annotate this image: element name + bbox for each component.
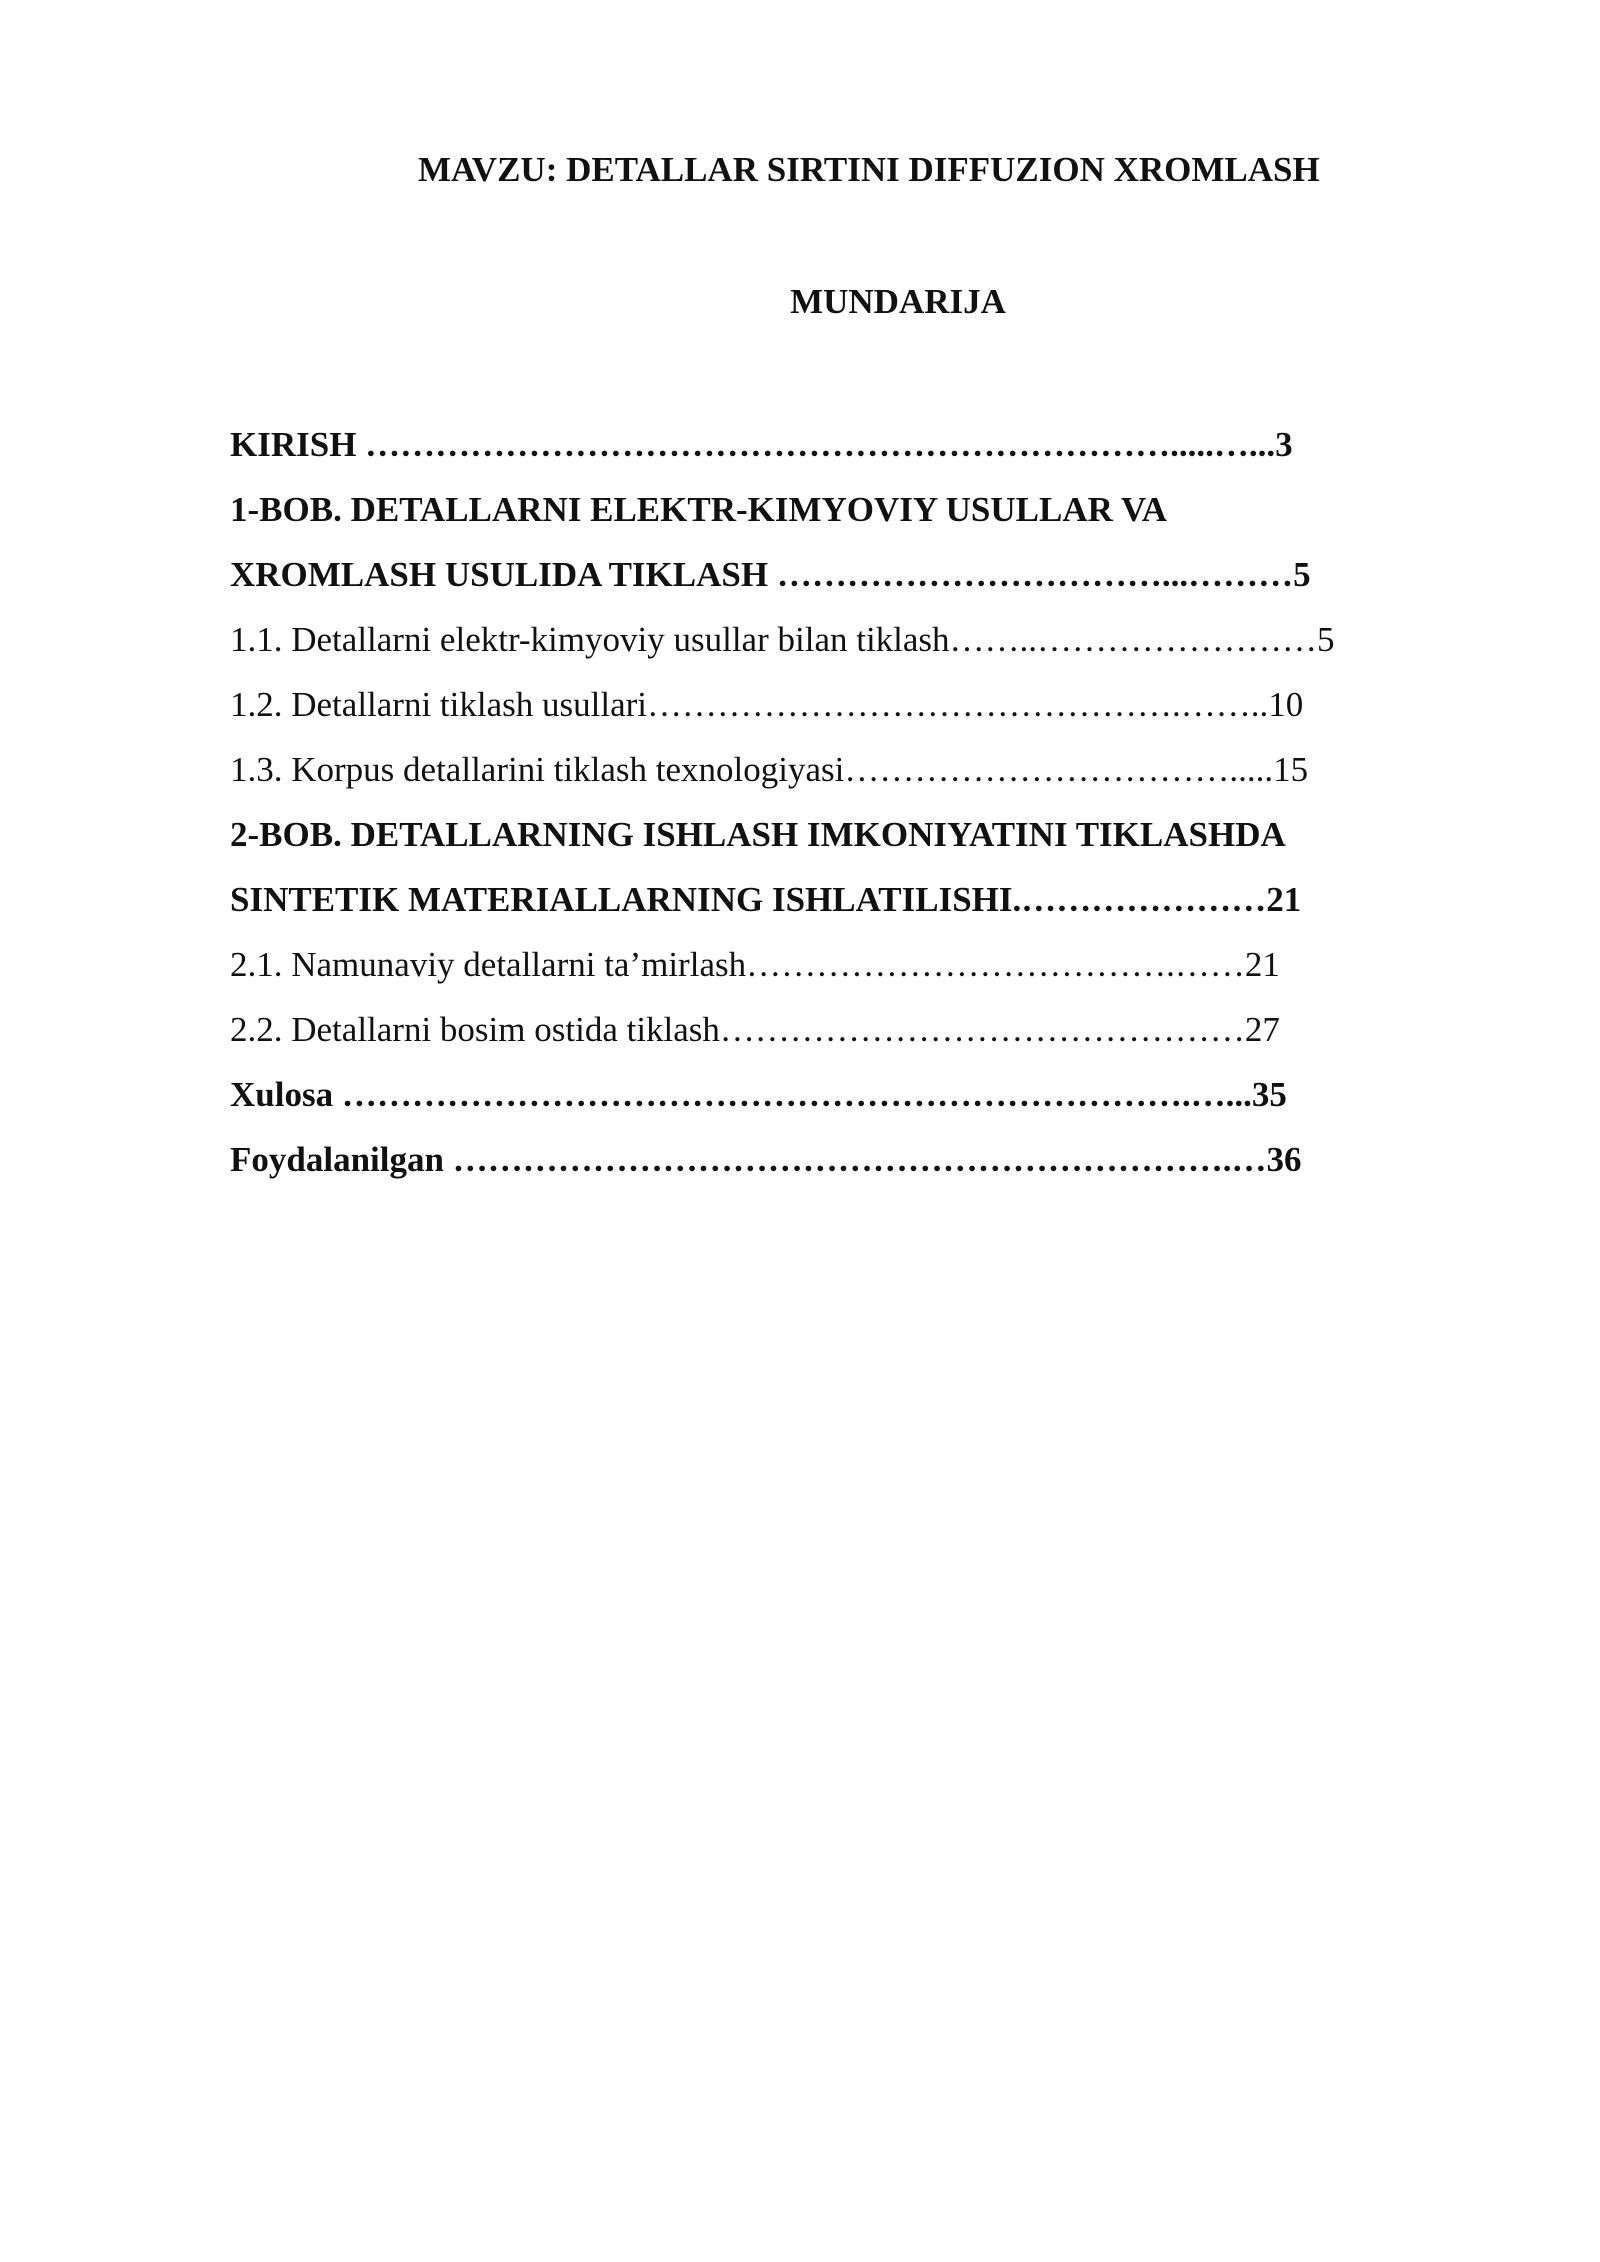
toc-entry-section-1-2: 1.2. Detallarni tiklash usullari……………………………………….……..10	[230, 685, 1304, 724]
toc-entry-xulosa: Xulosa ……………………………………………………………….…...35	[230, 1075, 1287, 1114]
toc-entry-foydalanilgan: Foydalanilgan ………………………………………………………….…36	[230, 1140, 1302, 1179]
toc-entry-section-2-1: 2.1. Namunaviy detallarni ta’mirlash……………………………….……21	[230, 945, 1280, 984]
toc-entry-section-2-2: 2.2. Detallarni bosim ostida tiklash………………………………………27	[230, 1010, 1280, 1049]
document-topic: MAVZU: DETALLAR SIRTINI DIFFUZION XROMLASH	[418, 150, 1320, 189]
toc-entry-chapter-2-line-2: SINTETIK MATERIALLARNING ISHLATILISHI.…………………21	[230, 880, 1302, 919]
toc-entry-chapter-2-line-1: 2-BOB. DETALLARNING ISHLASH IMKONIYATINI TIKLASHDA	[230, 815, 1286, 854]
toc-entry-section-1-3: 1.3. Korpus detallarini tiklash texnologiyasi…………………………….....15	[230, 750, 1309, 789]
table-of-contents	[230, 412, 1410, 1192]
toc-entry-chapter-1-line-2: XROMLASH USULIDA TIKLASH ……………………………...………5	[230, 555, 1311, 594]
toc-heading: MUNDARIJA	[790, 282, 1006, 321]
toc-entry-kirish: KIRISH …………………………………………………………….....…...3	[230, 425, 1293, 464]
toc-entry-chapter-1-line-1: 1-BOB. DETALLARNI ELEKTR-KIMYOVIY USULLAR VA	[230, 490, 1168, 529]
toc-entry-section-1-1: 1.1. Detallarni elektr-kimyoviy usullar bilan tiklash……..……………………5	[230, 620, 1335, 659]
